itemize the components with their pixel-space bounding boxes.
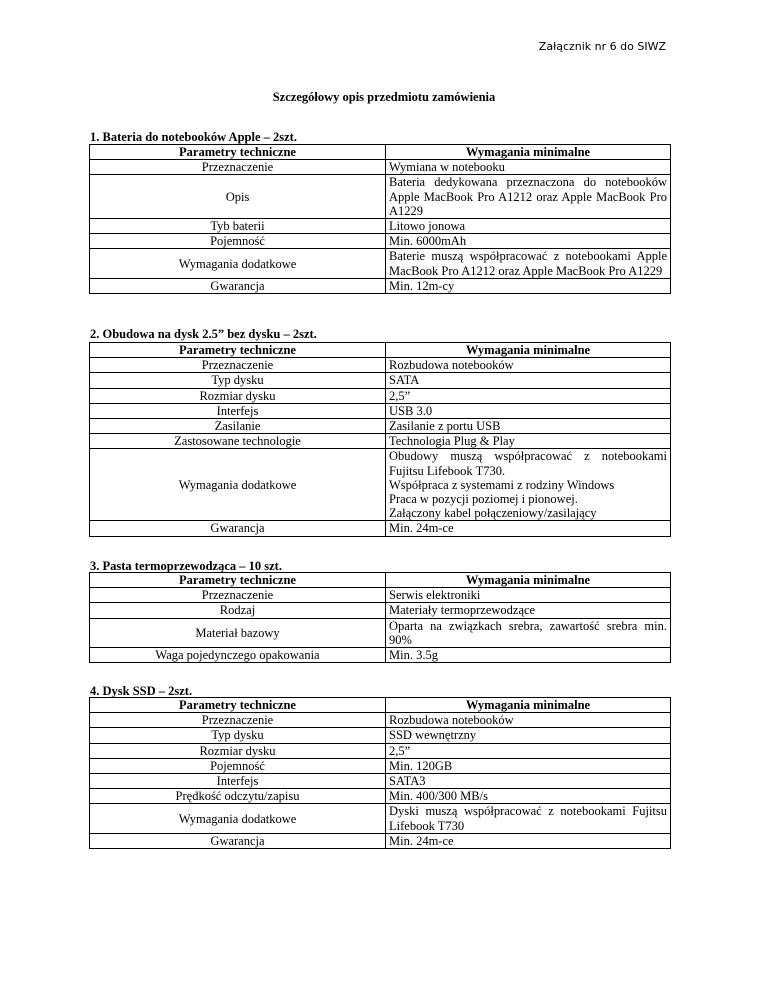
table-header-row	[90, 573, 671, 588]
requirement-cell: Rozbudowa notebooków	[386, 358, 671, 373]
section-4-table	[89, 697, 671, 849]
table-row	[90, 743, 671, 758]
section-3-table	[89, 572, 671, 663]
parameter-cell: Materiał bazowy	[90, 618, 386, 647]
parameter-cell: Wymagania dodatkowe	[90, 804, 386, 833]
parameter-cell: Przeznaczenie	[90, 160, 386, 175]
table-header-row	[90, 698, 671, 713]
params-column-header: Parametry techniczne	[90, 145, 386, 160]
parameter-cell: Przeznaczenie	[90, 713, 386, 728]
parameter-cell: Przeznaczenie	[90, 358, 386, 373]
requirement-cell: Min. 24m-ce	[386, 521, 671, 536]
requirement-cell: Oparta na związkach srebra, zawartość srebra min. 90%	[386, 618, 671, 647]
params-column-header: Parametry techniczne	[90, 343, 386, 358]
parameter-cell: Gwarancja	[90, 521, 386, 536]
requirement-cell: 2,5”	[386, 743, 671, 758]
requirement-cell: Dyski muszą współpracować z notebookami Fujitsu Lifebook T730	[386, 804, 671, 833]
requirement-cell: Technologia Plug & Play	[386, 434, 671, 449]
parameter-cell: Gwarancja	[90, 278, 386, 293]
table-row	[90, 449, 671, 521]
table-row	[90, 278, 671, 293]
table-header-row	[90, 145, 671, 160]
requirement-cell: Materiały termoprzewodzące	[386, 603, 671, 618]
table-row	[90, 521, 671, 536]
parameter-cell: Typ dysku	[90, 728, 386, 743]
section-1-title: 1. Bateria do notebooków Apple – 2szt.	[90, 130, 297, 144]
parameter-cell: Interfejs	[90, 774, 386, 789]
section-1-table	[89, 144, 671, 294]
parameter-cell: Tyb baterii	[90, 219, 386, 234]
table-row	[90, 358, 671, 373]
requirement-cell: Min. 3.5g	[386, 648, 671, 663]
params-column-header: Parametry techniczne	[90, 698, 386, 713]
parameter-cell: Pojemność	[90, 234, 386, 249]
parameter-cell: Waga pojedynczego opakowania	[90, 648, 386, 663]
table-row	[90, 603, 671, 618]
parameter-cell: Przeznaczenie	[90, 588, 386, 603]
parameter-cell: Interfejs	[90, 403, 386, 418]
table-row	[90, 618, 671, 647]
parameter-cell: Typ dysku	[90, 373, 386, 388]
section-2-title: 2. Obudowa na dysk 2.5” bez dysku – 2szt.	[90, 327, 317, 341]
parameter-cell: Pojemność	[90, 758, 386, 773]
parameter-cell: Wymagania dodatkowe	[90, 249, 386, 278]
attachment-note: Załącznik nr 6 do SIWZ	[538, 40, 666, 53]
requirement-cell: Min. 400/300 MB/s	[386, 789, 671, 804]
section-3-title: 3. Pasta termoprzewodząca – 10 szt.	[90, 559, 282, 573]
requirement-cell: SATA	[386, 373, 671, 388]
requirement-cell: Litowo jonowa	[386, 219, 671, 234]
requirements-column-header: Wymagania minimalne	[386, 343, 671, 358]
table-row	[90, 804, 671, 833]
table-row	[90, 648, 671, 663]
requirement-cell: SSD wewnętrzny	[386, 728, 671, 743]
document-title: Szczegółowy opis przedmiotu zamówienia	[272, 90, 496, 104]
parameter-cell: Prędkość odczytu/zapisu	[90, 789, 386, 804]
requirement-cell: 2,5”	[386, 388, 671, 403]
table-row	[90, 234, 671, 249]
requirement-cell: Min. 12m-cy	[386, 278, 671, 293]
table-header-row	[90, 343, 671, 358]
parameter-cell: Gwarancja	[90, 833, 386, 848]
requirement-cell: Min. 24m-ce	[386, 833, 671, 848]
requirement-cell: Baterie muszą współpracować z notebookami Apple MacBook Pro A1212 oraz Apple MacBook Pro A1229	[386, 249, 671, 278]
parameter-cell: Rozmiar dysku	[90, 388, 386, 403]
parameter-cell: Zastosowane technologie	[90, 434, 386, 449]
table-row	[90, 728, 671, 743]
table-row	[90, 388, 671, 403]
requirement-cell: Wymiana w notebooku	[386, 160, 671, 175]
table-row	[90, 713, 671, 728]
parameter-cell: Rozmiar dysku	[90, 743, 386, 758]
table-row	[90, 403, 671, 418]
table-row	[90, 774, 671, 789]
requirement-cell: Min. 120GB	[386, 758, 671, 773]
requirement-cell: USB 3.0	[386, 403, 671, 418]
table-row	[90, 373, 671, 388]
table-row	[90, 219, 671, 234]
requirement-cell: Obudowy muszą współpracować z notebookami Fujitsu Lifebook T730. Współpraca z systemami z rodziny Windows Praca w pozycji poziomej i pionowej. Załączony kabel połączeniowy/zasilający	[386, 449, 671, 521]
requirements-column-header: Wymagania minimalne	[386, 573, 671, 588]
table-row	[90, 758, 671, 773]
requirement-cell: Bateria dedykowana przeznaczona do notebooków Apple MacBook Pro A1212 oraz Apple MacBook Pro A1229	[386, 175, 671, 219]
parameter-cell: Opis	[90, 175, 386, 219]
requirements-column-header: Wymagania minimalne	[386, 698, 671, 713]
table-row	[90, 160, 671, 175]
params-column-header: Parametry techniczne	[90, 573, 386, 588]
requirements-column-header: Wymagania minimalne	[386, 145, 671, 160]
requirement-cell: Zasilanie z portu USB	[386, 419, 671, 434]
section-4-title: 4. Dysk SSD – 2szt.	[90, 684, 193, 698]
table-row	[90, 588, 671, 603]
table-row	[90, 249, 671, 278]
requirement-cell: SATA3	[386, 774, 671, 789]
table-row	[90, 434, 671, 449]
parameter-cell: Wymagania dodatkowe	[90, 449, 386, 521]
section-2-table	[89, 342, 671, 537]
table-row	[90, 175, 671, 219]
requirement-cell: Min. 6000mAh	[386, 234, 671, 249]
table-row	[90, 833, 671, 848]
requirement-cell: Rozbudowa notebooków	[386, 713, 671, 728]
requirement-cell: Serwis elektroniki	[386, 588, 671, 603]
table-row	[90, 419, 671, 434]
parameter-cell: Rodzaj	[90, 603, 386, 618]
table-row	[90, 789, 671, 804]
parameter-cell: Zasilanie	[90, 419, 386, 434]
